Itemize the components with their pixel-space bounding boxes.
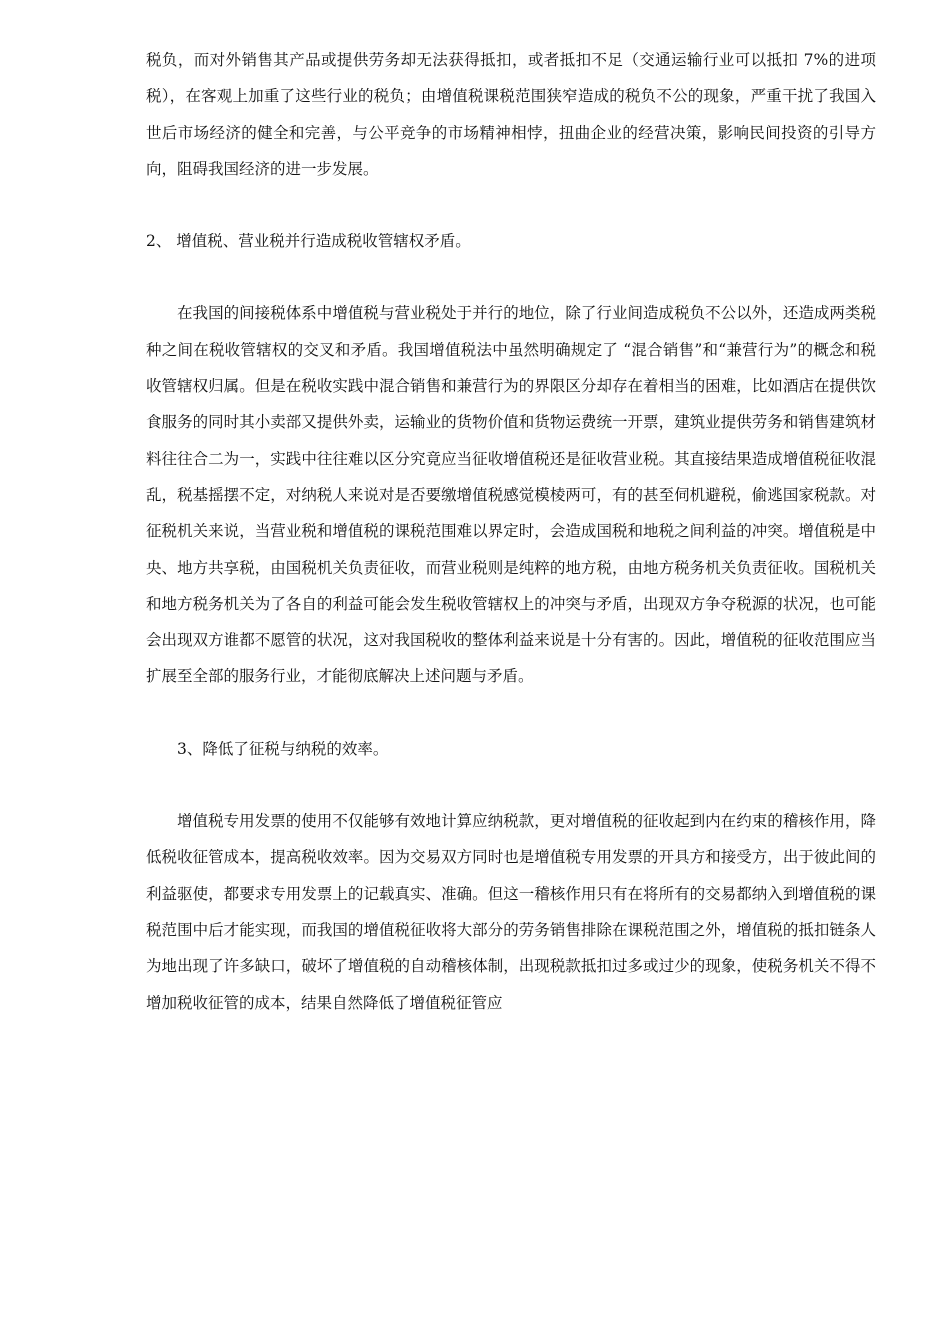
section-heading-3: 3、降低了征税与纳税的效率。 xyxy=(177,739,389,758)
paragraph-gap xyxy=(146,187,876,223)
section-heading-2: 2、 增值税、营业税并行造成税收管辖权矛盾。 xyxy=(146,232,471,251)
document-page xyxy=(146,42,876,1021)
paragraph-gap xyxy=(146,695,876,731)
paragraph-jurisdiction-conflict: 在我国的间接税体系中增值税与营业税处于并行的地位，除了行业间造成税负不公以外，还造成两类税种之间在税收管辖权的交叉和矛盾。我国增值税法中虽然明确规定了 “混合销售”和“兼营行为”的概念和税收管辖权归属。但是在税收实践中混合销售和兼营行为的界限区分却存在着相当的困难，比如酒店在提供饮食服务的同时其小卖部又提供外卖，运输业的货物价值和货物运费统一开票，建筑业提供劳务和销售建筑材料往往合二为一，实践中往往难以区分究竟应当征收增值税还是征收营业税。其直接结果造成增值税征收混乱，税基摇摆不定，对纳税人来说对是否要缴增值税感觉模棱两可，有的甚至伺机避税，偷逃国家税款。对征税机关来说，当营业税和增值税的课税范围难以界定时，会造成国税和地税之间利益的冲突。增值税是中央、地方共享税，由国税机关负责征收，而营业税则是纯粹的地方税，由地方税务机关负责征收。国税机关和地方税务机关为了各自的利益可能会发生税收管辖权上的冲突与矛盾，出现双方争夺税源的状况，也可能会出现双方谁都不愿管的状况，这对我国税收的整体利益来说是十分有害的。因此，增值税的征收范围应当扩展至全部的服务行业，才能彻底解决上述问题与矛盾。 xyxy=(146,304,876,686)
paragraph-gap xyxy=(146,767,876,803)
paragraph-tax-burden-continued: 税负，而对外销售其产品或提供劳务却无法获得抵扣，或者抵扣不足（交通运输行业可以抵扣 7%的进项税），在客观上加重了这些行业的税负；由增值税课税范围狭窄造成的税负不公的现象，严重干扰了我国入世后市场经济的健全和完善，与公平竞争的市场精神相悖，扭曲企业的经营决策，影响民间投资的引导方向，阻碍我国经济的进一步发展。 xyxy=(146,51,876,178)
paragraph-gap xyxy=(146,259,876,295)
paragraph-efficiency: 增值税专用发票的使用不仅能够有效地计算应纳税款，更对增值税的征收起到内在约束的稽核作用，降低税收征管成本，提高税收效率。因为交易双方同时也是增值税专用发票的开具方和接受方，出于彼此间的利益驱使，都要求专用发票上的记载真实、准确。但这一稽核作用只有在将所有的交易都纳入到增值税的课税范围中后才能实现，而我国的增值税征收将大部分的劳务销售排除在课税范围之外，增值税的抵扣链条人为地出现了许多缺口，破坏了增值税的自动稽核体制，出现税款抵扣过多或过少的现象，使税务机关不得不增加税收征管的成本，结果自然降低了增值税征管应 xyxy=(146,812,876,1012)
